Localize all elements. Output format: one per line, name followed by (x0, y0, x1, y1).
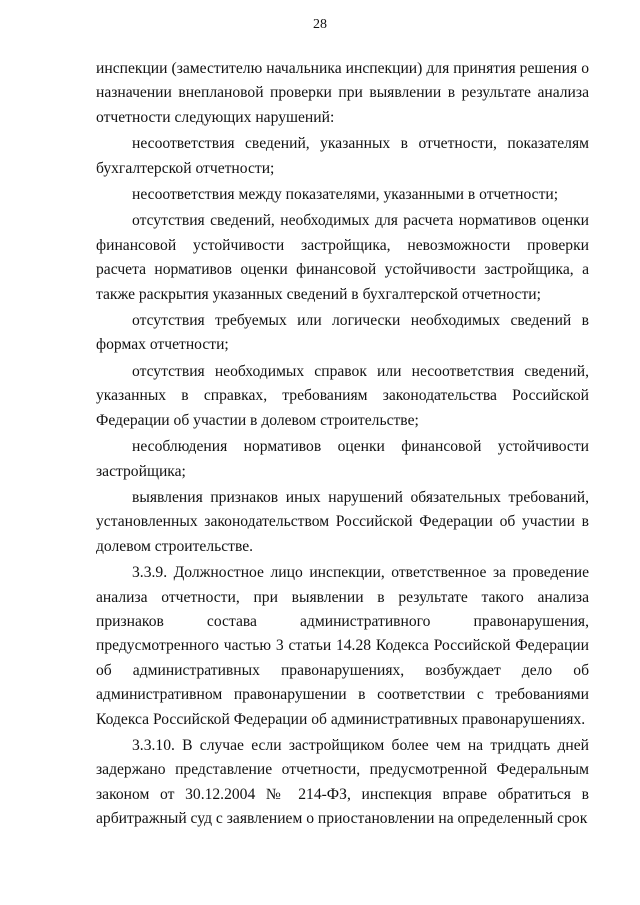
section-paragraph-3-3-10: 3.3.10. В случае если застройщиком более чем на тридцать дней задержано представление отчетности, предусмотренной Федеральным законом от 30.12.2004 № 214-ФЗ, инспекция вправе обратиться в арбитражный суд с заявлением о приостановлении на определенный срок (96, 736, 589, 828)
list-item-paragraph: отсутствия требуемых или логически необходимых сведений в формах отчетности; (96, 312, 589, 354)
list-item-paragraph: несоответствия между показателями, указанными в отчетности; (132, 186, 559, 204)
list-item-paragraph: несоответствия сведений, указанных в отчетности, показателям бухгалтерской отчетности; (96, 135, 589, 177)
document-body (96, 57, 589, 832)
section-paragraph-3-3-9: 3.3.9. Должностное лицо инспекции, ответственное за проведение анализа отчетности, при выявлении в результате такого анализа признаков состава административного правонарушения, предусмотренного частью 3 статьи 14.28 Кодекса Российской Федерации об административных правонарушениях, возбуждает дело об административном правонарушении в соответствии с требованиями Кодекса Российской Федерации об административных правонарушениях. (96, 564, 589, 728)
paragraph-continuation: инспекции (заместителю начальника инспекции) для принятия решения о назначении внеплановой проверки при выявлении в результате анализа отчетности следующих нарушений: (96, 60, 589, 126)
list-item-paragraph: несоблюдения нормативов оценки финансовой устойчивости застройщика; (96, 438, 589, 480)
page-number: 28 (313, 17, 327, 32)
list-item-paragraph: выявления признаков иных нарушений обязательных требований, установленных законодательством Российской Федерации об участии в долевом строительстве. (96, 488, 589, 555)
list-item-paragraph: отсутствия необходимых справок или несоответствия сведений, указанных в справках, требованиям законодательства Российской Федерации об участии в долевом строительстве; (96, 362, 589, 429)
list-item-paragraph: отсутствия сведений, необходимых для расчета нормативов оценки финансовой устойчивости застройщика, невозможности проверки расчета нормативов оценки финансовой устойчивости застройщика, а также раскрытия указанных сведений в бухгалтерской отчетности; (96, 212, 589, 303)
